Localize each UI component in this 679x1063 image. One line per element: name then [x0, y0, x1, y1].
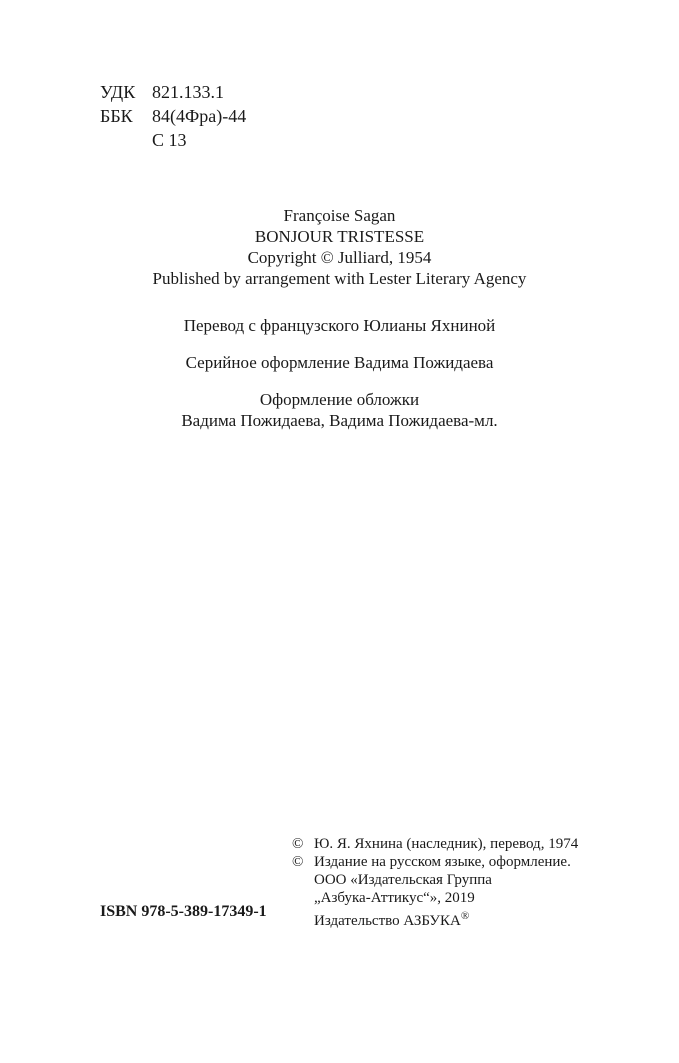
- copyright-symbol-1: ©: [292, 836, 304, 852]
- copyright-block: [292, 835, 578, 930]
- author-mark: С 13: [152, 130, 187, 150]
- arrangement-note: Published by arrangement with Lester Literary Agency: [152, 269, 527, 288]
- original-author: Françoise Sagan: [283, 206, 396, 225]
- original-copyright: Copyright © Julliard, 1954: [247, 248, 432, 267]
- isbn: ISBN 978-5-389-17349-1: [100, 903, 267, 920]
- imprint-line: [314, 907, 469, 930]
- edition-copyright: Издание на русском языке, оформление.: [314, 854, 571, 870]
- author-mark-row: [100, 128, 246, 152]
- publisher-name-year: „Азбука-Аттикус“», 2019: [314, 890, 475, 906]
- copyright-line-4: [292, 889, 578, 907]
- original-edition-info: [0, 205, 679, 289]
- bbk-row: [100, 104, 246, 128]
- translation-copyright: Ю. Я. Яхнина (наследник), перевод, 1974: [314, 836, 579, 852]
- cover-design-credit: [0, 389, 679, 431]
- imprint-name: Издательство АЗБУКА: [314, 913, 461, 929]
- series-design-line: Серийное оформление Вадима Пожидаева: [185, 353, 494, 372]
- bbk-label: ББК: [100, 106, 133, 126]
- publisher-group-line: ООО «Издательская Группа: [314, 872, 492, 888]
- copyright-symbol-2: ©: [292, 854, 304, 870]
- copyright-line-1: [292, 835, 578, 853]
- translation-line: Перевод с французского Юлианы Яхниной: [183, 316, 496, 335]
- translation-credit: [0, 315, 679, 336]
- series-design-credit: [0, 352, 679, 373]
- copyright-line-5: [292, 907, 578, 930]
- udk-value: 821.133.1: [152, 82, 224, 102]
- copyright-line-2: [292, 853, 578, 871]
- cover-design-names: Вадима Пожидаева, Вадима Пожидаева-мл.: [181, 411, 498, 430]
- classification-block: [100, 80, 246, 152]
- udk-label: УДК: [100, 82, 136, 102]
- bbk-value: 84(4Фра)-44: [152, 106, 247, 126]
- udk-row: [100, 80, 246, 104]
- cover-design-heading: Оформление обложки: [259, 390, 420, 409]
- registered-mark-icon: ®: [460, 910, 470, 922]
- original-title: BONJOUR TRISTESSE: [254, 227, 425, 246]
- copyright-line-3: [292, 871, 578, 889]
